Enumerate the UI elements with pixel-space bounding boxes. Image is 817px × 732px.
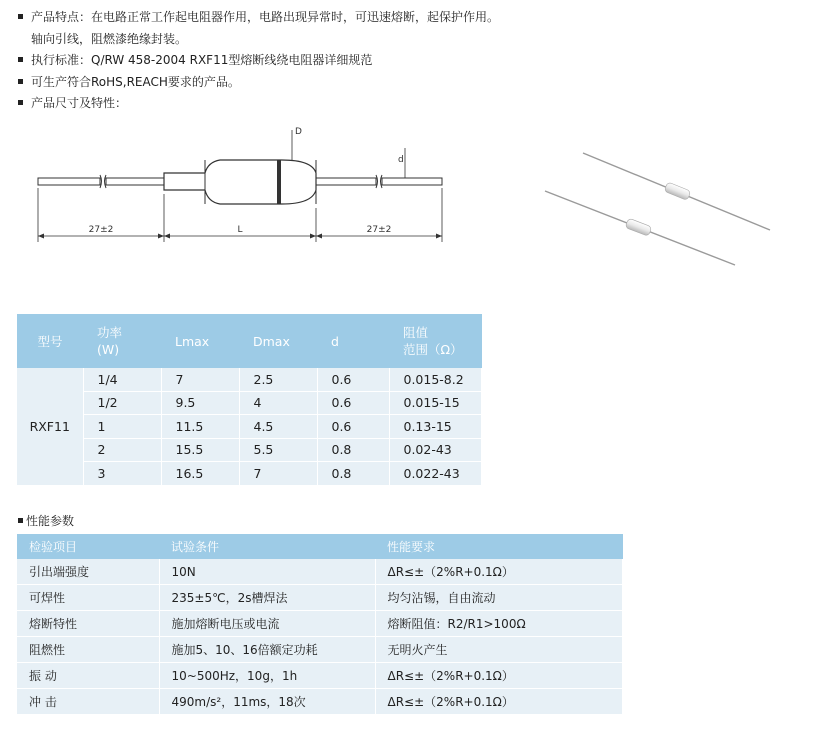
performance-table-row [17,559,623,585]
th-requirement: 性能要求 [387,540,436,554]
spec-table-body [17,368,482,485]
label-lead-right: 27±2 [366,225,392,235]
performance-table-cell: 熔断阻值：R2/R1>100Ω [375,611,623,637]
spec-table-row [17,438,482,462]
spec-table-cell: 11.5 [161,415,239,439]
break-mark-right [376,175,382,188]
performance-table-cell: 10~500Hz，10g，1h [159,663,375,689]
bullet-square-icon [18,100,23,105]
performance-table-body [17,559,623,715]
break-mark-left [100,175,106,188]
spec-table-cell: 1/4 [83,368,161,391]
spec-table-cell: 0.02-43 [389,438,482,462]
spec-table-cell: 0.015-8.2 [389,368,482,391]
feature-list [18,7,499,115]
spec-table-cell: 4 [239,391,317,415]
spec-table-cell: 1/2 [83,391,161,415]
th-test-condition: 试验条件 [171,540,220,554]
section-title-performance: 性能参数 [18,512,74,529]
resistor-photo-upper [583,153,770,230]
performance-table-cell: 熔断特性 [17,611,159,637]
spec-table-row [17,415,482,439]
left-lead-b [106,178,164,185]
performance-table-cell: 10N [159,559,375,585]
performance-table-row [17,663,623,689]
performance-table-row [17,689,623,715]
spec-table-cell: 15.5 [161,438,239,462]
performance-table-cell: 阻燃性 [17,637,159,663]
spec-table [17,314,482,486]
label-body-length: L [237,225,243,235]
resistor-product-photo [540,145,780,270]
performance-table-cell: 无明火产生 [375,637,623,663]
spec-table-cell: 0.13-15 [389,415,482,439]
spec-table-cell: 0.022-43 [389,462,482,486]
right-lead-a [316,178,376,185]
performance-table-cell: 235±5℃，2s槽焊法 [159,585,375,611]
spec-table-row [17,462,482,486]
th-power: 功率 (W) [97,325,123,357]
spec-table-cell: 7 [239,462,317,486]
spec-table-cell: 2.5 [239,368,317,391]
spec-table-cell: 0.6 [317,391,389,415]
label-d: d [398,155,404,165]
performance-table-cell: ΔR≤±（2%R+0.1Ω） [375,663,623,689]
bullet-rohs: 可生产符合RoHS,REACH要求的产品。 [18,72,499,94]
th-resistance: 阻值 范围（Ω） [403,325,463,357]
performance-table-cell: 引出端强度 [17,559,159,585]
left-lead-a [38,178,100,185]
bullet-square-icon [18,79,23,84]
spec-table-header [17,314,482,368]
th-model: 型号 [37,333,63,349]
spec-table-cell: 0.8 [317,462,389,486]
resistor-photo-lower [545,191,735,265]
label-lead-left: 27±2 [88,225,114,235]
spec-table-cell: 16.5 [161,462,239,486]
performance-table-cell: 振 动 [17,663,159,689]
spec-table-cell: 9.5 [161,391,239,415]
model-cell: RXF11 [17,368,83,485]
spec-table-cell: 0.6 [317,415,389,439]
performance-table-cell: ΔR≤±（2%R+0.1Ω） [375,559,623,585]
performance-table-cell: 施加5、10、16倍额定功耗 [159,637,375,663]
performance-table-row [17,585,623,611]
performance-table-cell: ΔR≤±（2%R+0.1Ω） [375,689,623,715]
performance-table-header [17,534,623,559]
bullet-square-icon [18,57,23,62]
right-lead-b [382,178,442,185]
spec-table-row [17,368,482,391]
spec-table-cell: 5.5 [239,438,317,462]
resistor-body [164,160,316,204]
body-band [277,160,281,204]
bullet-square-icon [18,14,23,19]
spec-table-cell: 0.8 [317,438,389,462]
performance-table-row [17,637,623,663]
spec-table-row [17,391,482,415]
performance-table [17,534,623,715]
bullet-square-icon [18,518,23,523]
spec-table-cell: 2 [83,438,161,462]
spec-table-cell: 0.6 [317,368,389,391]
resistor-dimension-drawing [30,118,450,248]
spec-table-cell: 7 [161,368,239,391]
spec-table-cell: 0.015-15 [389,391,482,415]
performance-table-cell: 冲 击 [17,689,159,715]
performance-table-cell: 可焊性 [17,585,159,611]
performance-table-cell: 施加熔断电压或电流 [159,611,375,637]
spec-table-cell: 3 [83,462,161,486]
spec-table-cell: 1 [83,415,161,439]
bullet-dimensions: 产品尺寸及特性： [18,93,499,115]
performance-table-cell: 490m/s²，11ms，18次 [159,689,375,715]
th-d: d [331,333,339,349]
th-test-item: 检验项目 [29,540,78,554]
th-lmax: Lmax [175,333,210,349]
spec-table-cell: 4.5 [239,415,317,439]
label-D: D [295,127,302,137]
bullet-standard: 执行标准：Q/RW 458-2004 RXF11型熔断线绕电阻器详细规范 [18,50,499,72]
bullet-features: 产品特点：在电路正常工作起电阻器作用，电路出现异常时，可迅速熔断，起保护作用。 [18,7,499,29]
bullet-features-cont: 轴向引线，阻燃漆绝缘封装。 [31,31,188,46]
th-dmax: Dmax [253,333,290,349]
performance-table-row [17,611,623,637]
performance-table-cell: 均匀沾锡，自由流动 [375,585,623,611]
